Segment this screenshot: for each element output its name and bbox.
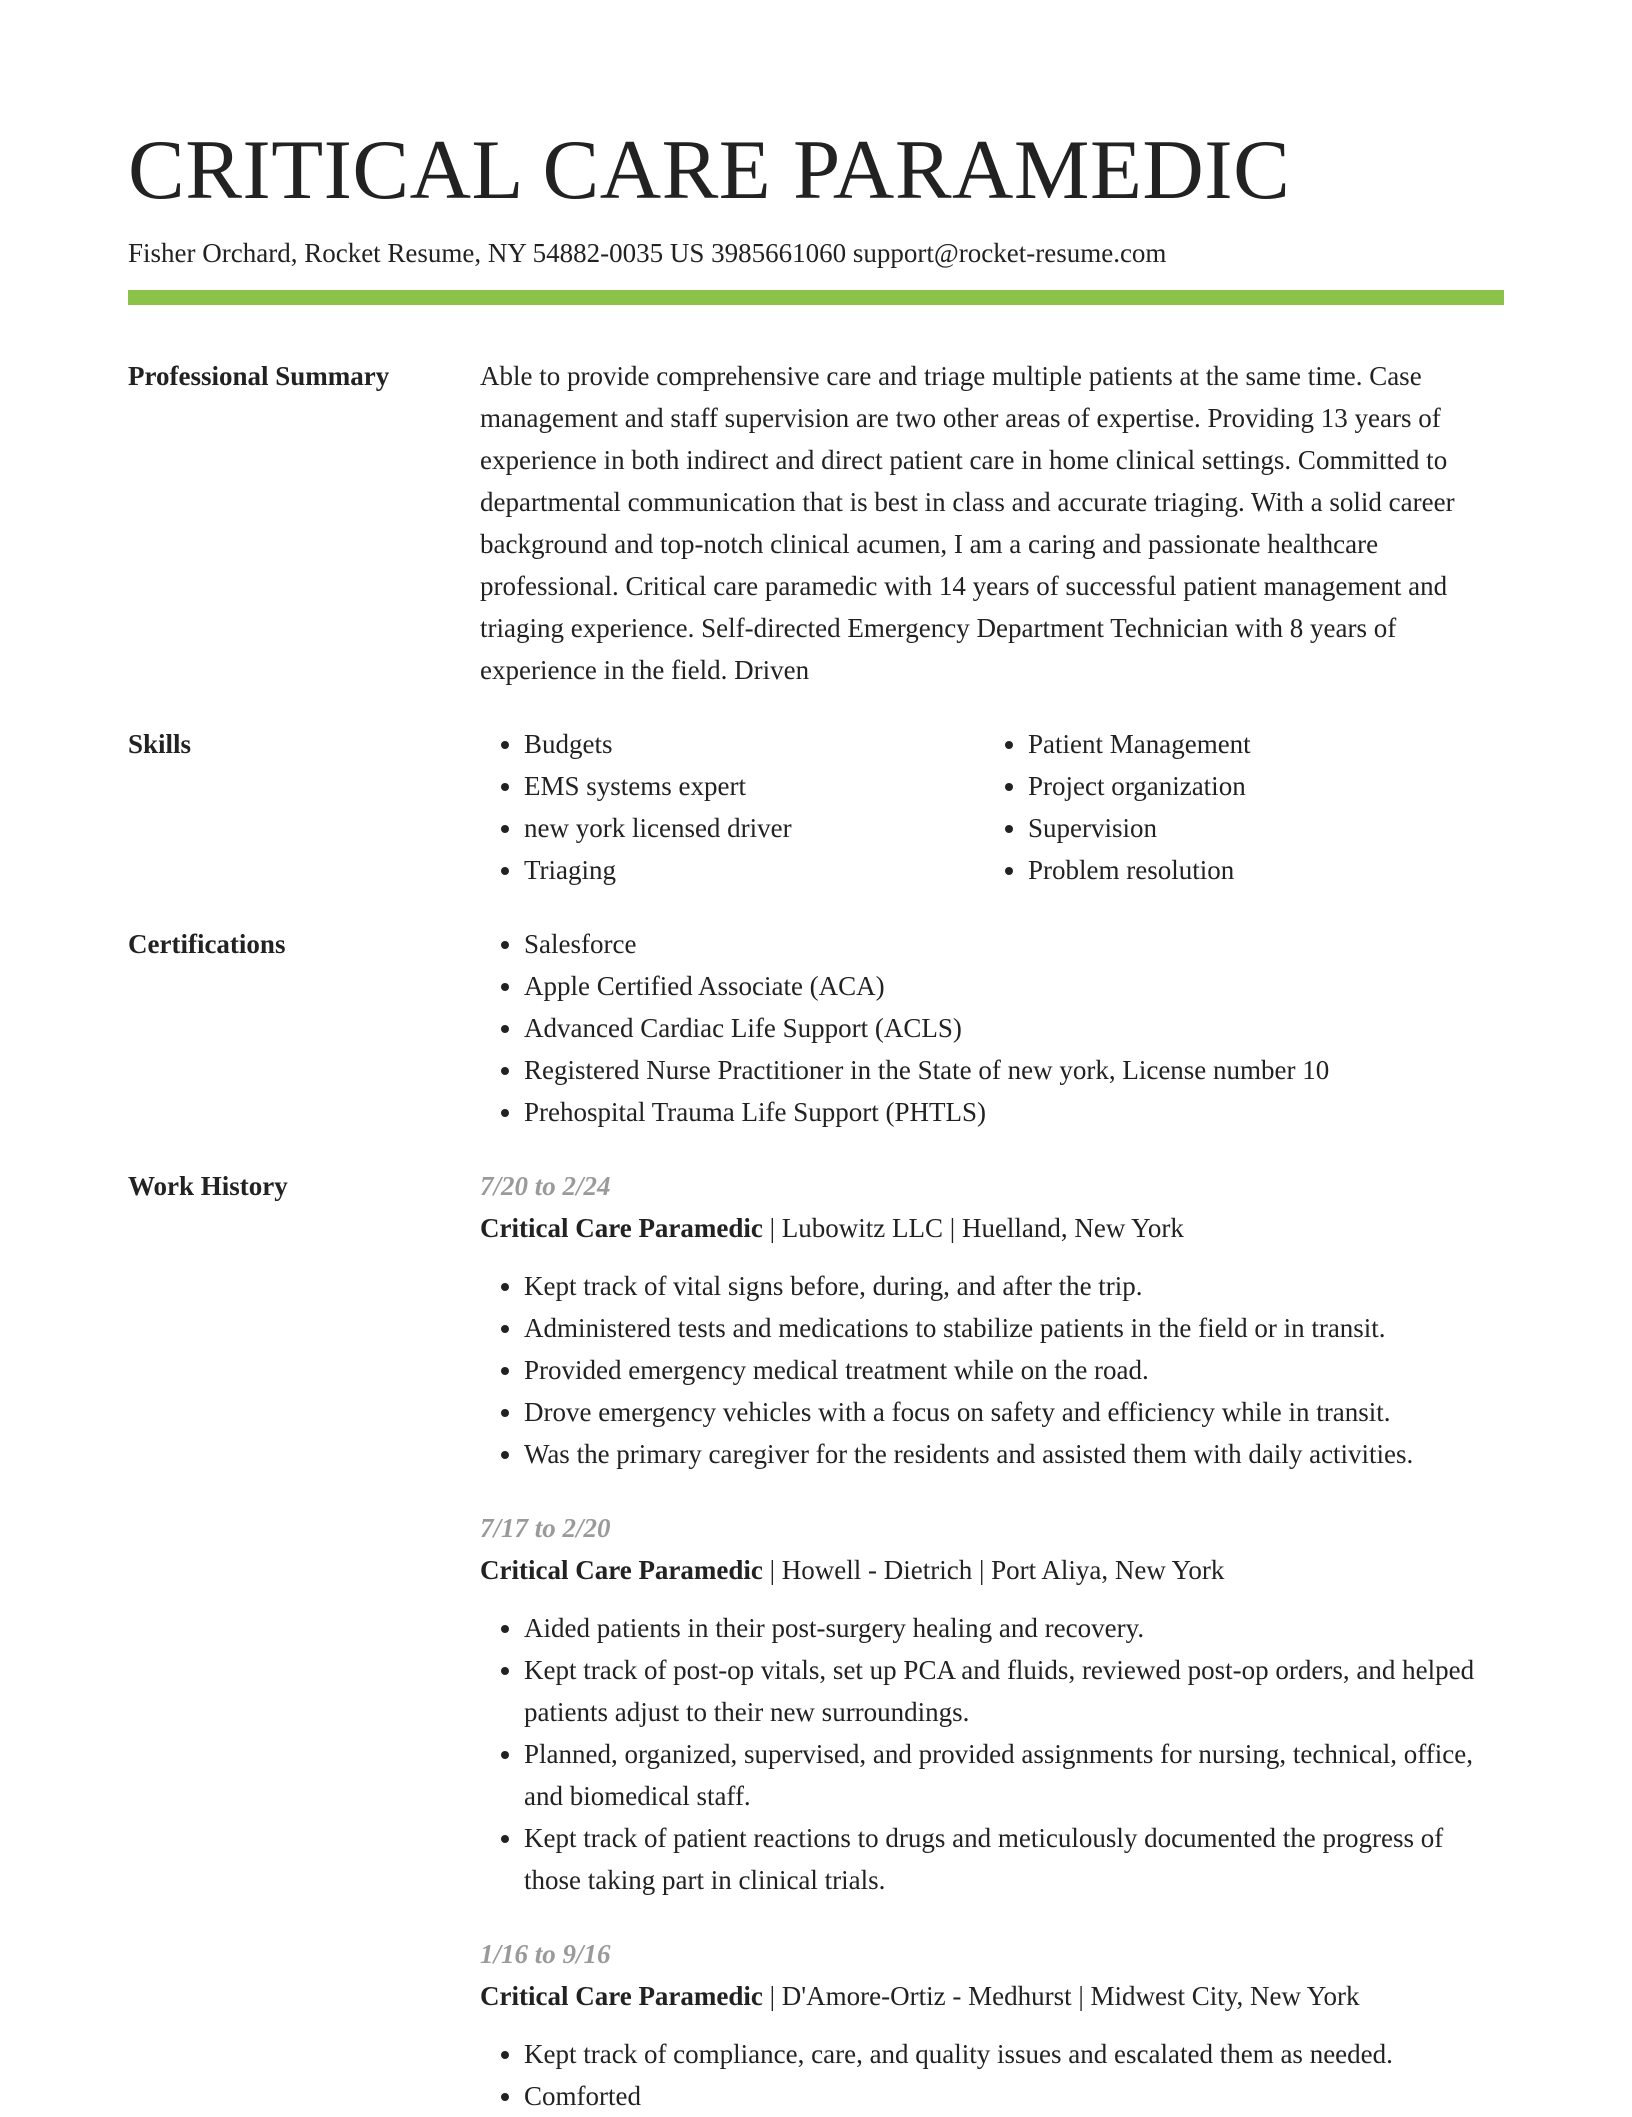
job-dates: 7/20 to 2/24 [480, 1171, 611, 1201]
job-entry [480, 1933, 1504, 2117]
job-title: Critical Care Paramedic [480, 1213, 763, 1243]
certification-item: • Salesforce [524, 923, 1504, 965]
section-label-professional-summary: Professional Summary [128, 361, 390, 391]
certification-item: • Registered Nurse Practitioner in the State of new york, License number 10 [524, 1049, 1504, 1091]
skill-item: • Project organization [1028, 765, 1488, 807]
job-bullet: • Kept track of post-op vitals, set up PCA and fluids, reviewed post-op orders, and helped patients adjust to their new surroundings. [524, 1649, 1504, 1733]
certification-item: • Advanced Cardiac Life Support (ACLS) [524, 1007, 1504, 1049]
certifications-body [480, 923, 1504, 1133]
job-bullet: • Was the primary caregiver for the residents and assisted them with daily activities. [524, 1433, 1504, 1475]
job-dates: 1/16 to 9/16 [480, 1939, 611, 1969]
section-label-certifications: Certifications [128, 929, 286, 959]
job-bullet: • Aided patients in their post-surgery healing and recovery. [524, 1607, 1504, 1649]
job-bullet: • Planned, organized, supervised, and provided assignments for nursing, technical, office, and biomedical staff. [524, 1733, 1504, 1817]
job-bullet: • Kept track of patient reactions to drugs and meticulously documented the progress of those taking part in clinical trials. [524, 1817, 1504, 1901]
skill-item: • Budgets [524, 723, 984, 765]
job-bullets [480, 1607, 1504, 1901]
job-heading [480, 1975, 1504, 2017]
section-label-skills: Skills [128, 729, 192, 759]
summary-text: Able to provide comprehensive care and triage multiple patients at the same time. Case management and staff supervision are two other areas of expertise. Providing 13 years of experience in both indirect and direct patient care in home clinical settings. Committed to departmental communication that is best in class and accurate triaging. With a solid career background and top-notch clinical acumen, I am a caring and passionate healthcare professional. Critical care paramedic with 14 years of successful patient management and triaging experience. Self-directed Emergency Department Technician with 8 years of experience in the field. Driven [480, 361, 1455, 685]
resume-name-heading: CRITICAL CARE PARAMEDIC [128, 123, 1291, 217]
job-heading [480, 1549, 1504, 1591]
section-label-work-history: Work History [128, 1171, 288, 1201]
professional-summary-body [480, 355, 1504, 691]
skills-section [128, 723, 1504, 891]
job-dates: 7/17 to 2/20 [480, 1513, 611, 1543]
resume-page [128, 0, 1504, 2117]
job-bullet: • Kept track of vital signs before, during, and after the trip. [524, 1265, 1504, 1307]
job-bullets [480, 2033, 1504, 2117]
skills-list-left [480, 723, 984, 891]
certifications-section [128, 923, 1504, 1133]
contact-info: Fisher Orchard, Rocket Resume, NY 54882-0035 US 3985661060 support@rocket-resume.com [128, 238, 1167, 268]
job-employer-location: | Lubowitz LLC | Huelland, New York [762, 1213, 1184, 1243]
job-heading [480, 1207, 1504, 1249]
job-entry [480, 1165, 1504, 1475]
job-bullets [480, 1265, 1504, 1475]
job-title: Critical Care Paramedic [480, 1555, 763, 1585]
job-bullet: • Kept track of compliance, care, and quality issues and escalated them as needed. [524, 2033, 1504, 2075]
skill-item: • Triaging [524, 849, 984, 891]
work-history-body [480, 1165, 1504, 2117]
skills-list-right [984, 723, 1488, 891]
job-employer-location: | D'Amore-Ortiz - Medhurst | Midwest City, New York [762, 1981, 1360, 2011]
skill-item: • Patient Management [1028, 723, 1488, 765]
job-bullet: • Administered tests and medications to stabilize patients in the field or in transit. [524, 1307, 1504, 1349]
job-bullet: • Provided emergency medical treatment while on the road. [524, 1349, 1504, 1391]
professional-summary-section [128, 355, 1504, 691]
job-bullet: • Comforted [524, 2075, 1504, 2117]
skill-item: • EMS systems expert [524, 765, 984, 807]
job-bullet: • Drove emergency vehicles with a focus on safety and efficiency while in transit. [524, 1391, 1504, 1433]
job-title: Critical Care Paramedic [480, 1981, 763, 2011]
certifications-list [480, 923, 1504, 1133]
job-employer-location: | Howell - Dietrich | Port Aliya, New York [762, 1555, 1225, 1585]
header-divider [128, 290, 1504, 305]
skill-item: • Supervision [1028, 807, 1488, 849]
skill-item: • Problem resolution [1028, 849, 1488, 891]
skill-item: • new york licensed driver [524, 807, 984, 849]
certification-item: • Prehospital Trauma Life Support (PHTLS) [524, 1091, 1504, 1133]
skills-body [480, 723, 1504, 891]
job-entry [480, 1507, 1504, 1901]
work-history-section [128, 1165, 1504, 2117]
certification-item: • Apple Certified Associate (ACA) [524, 965, 1504, 1007]
